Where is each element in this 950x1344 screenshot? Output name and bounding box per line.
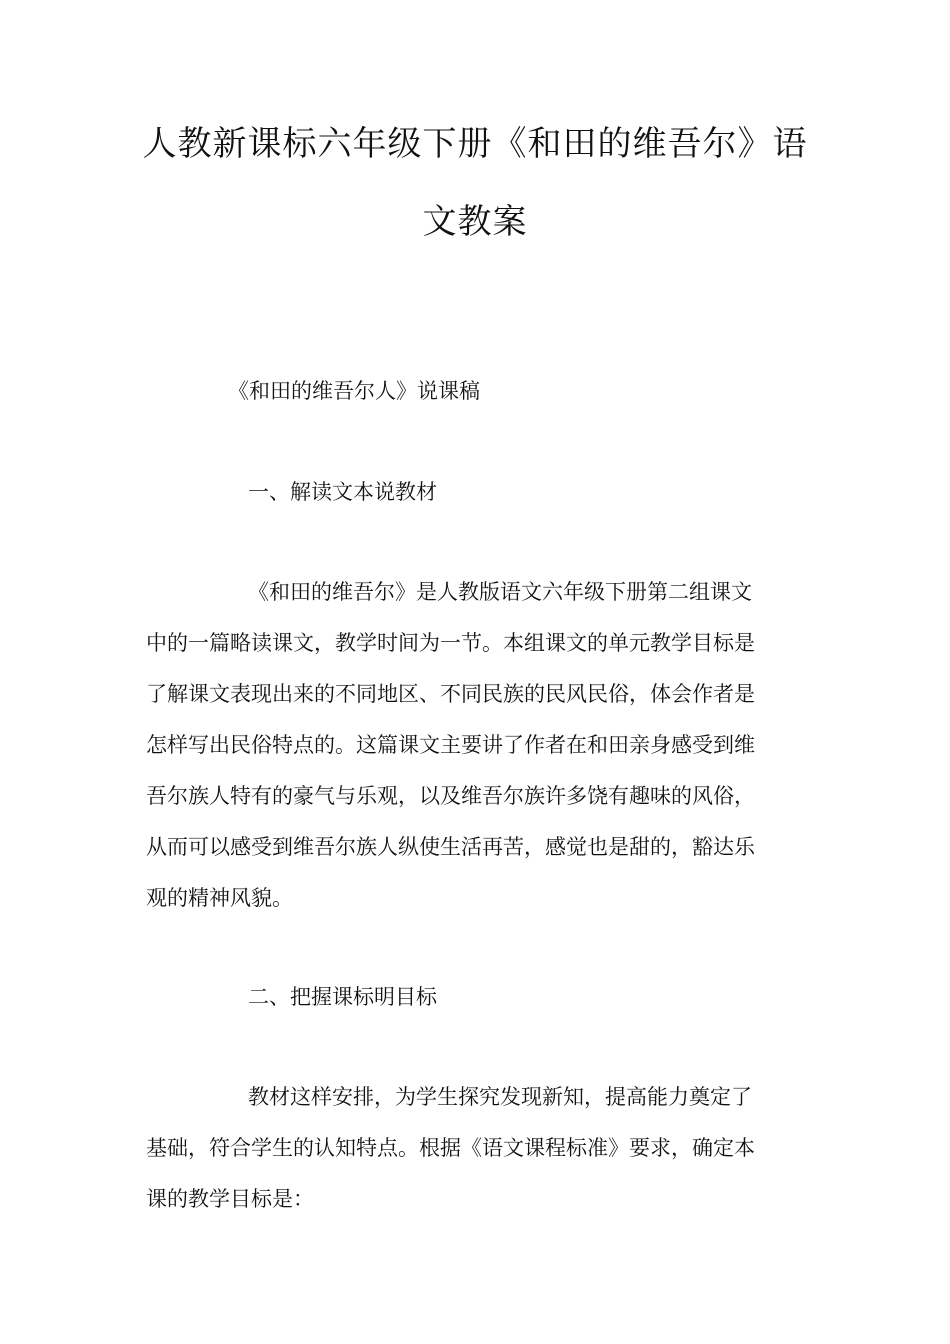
paragraph-line: 了解课文表现出来的不同地区、不同民族的民风民俗，体会作者是 bbox=[146, 682, 755, 706]
paragraph-line: 教材这样安排，为学生探究发现新知，提高能力奠定了 bbox=[248, 1085, 752, 1109]
document-title-line-2: 文教案 bbox=[422, 202, 528, 242]
document-title-line-1: 人教新课标六年级下册《和田的维吾尔》语 bbox=[142, 124, 808, 164]
section-1-paragraph bbox=[146, 567, 796, 924]
paragraph-line: 《和田的维吾尔》是人教版语文六年级下册第二组课文 bbox=[248, 580, 752, 604]
section-2-paragraph bbox=[146, 1072, 796, 1225]
paragraph-line: 中的一篇略读课文，教学时间为一节。本组课文的单元教学目标是 bbox=[146, 631, 755, 655]
section-heading-1: 一、解读文本说教材 bbox=[248, 480, 437, 504]
paragraph-line: 吾尔族人特有的豪气与乐观，以及维吾尔族许多饶有趣味的风俗， bbox=[146, 784, 755, 808]
paragraph-line: 基础，符合学生的认知特点。根据《语文课程标准》要求，确定本 bbox=[146, 1136, 755, 1160]
paragraph-line: 观的精神风貌。 bbox=[146, 886, 293, 910]
section-heading-2: 二、把握课标明目标 bbox=[248, 985, 437, 1009]
paragraph-line: 从而可以感受到维吾尔族人纵使生活再苦，感觉也是甜的，豁达乐 bbox=[146, 835, 755, 859]
paragraph-line: 课的教学目标是： bbox=[146, 1187, 314, 1211]
document-subtitle: 《和田的维吾尔人》说课稿 bbox=[228, 379, 480, 403]
paragraph-line: 怎样写出民俗特点的。这篇课文主要讲了作者在和田亲身感受到维 bbox=[146, 733, 755, 757]
